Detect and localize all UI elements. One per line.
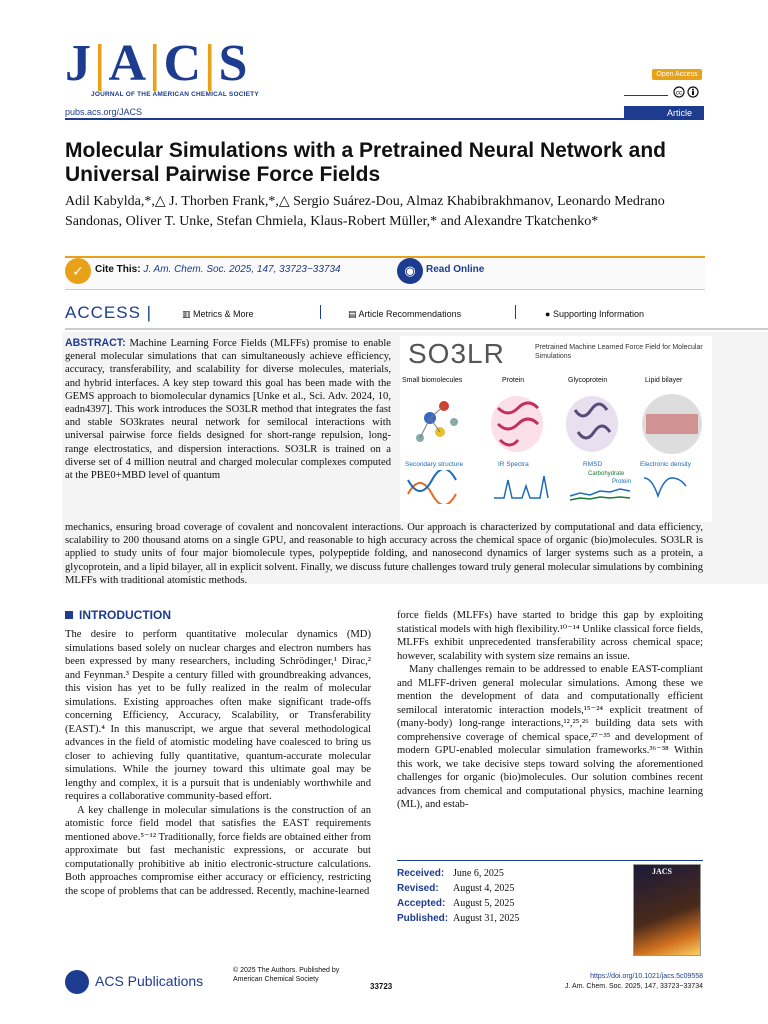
rmsd-legend-carbohydrate: Carbohydrate: [588, 471, 625, 477]
toc-bottom-label: RMSD: [583, 461, 603, 468]
cite-reference[interactable]: J. Am. Chem. Soc. 2025, 147, 33723−33734: [143, 264, 341, 275]
journal-cover-image[interactable]: [633, 864, 701, 956]
doi-link[interactable]: https://doi.org/10.1021/jacs.5c09558: [590, 973, 703, 980]
recommendations-button[interactable]: ▤ Article Recommendations: [348, 309, 462, 319]
article-title: Molecular Simulations with a Pretrained Neural Network and Universal Pairwise Force Fields: [65, 139, 666, 186]
abstract-text: ABSTRACT: Machine Learning Force Fields (MLFFs) promise to enable general molecular simulations that can simultaneously achieve efficiency, accuracy, transferability, and scalability for diverse molecules, materials, and hybrid interfaces. A key step toward this goal has been made with the GEMS approach to biomolecular dynamics [Unke et al., Sci. Adv. 2024, 10, eadn4397]. This work introduces the SO3LR method that integrates the fast and stable SO3krates neural network for semilocal interactions with universal pairwise force fields designed for short-range repulsion, long-range electrostatics, and dispersion interactions. SO3LR is trained on a diverse set of 4 million neutral and charged molecular complexes computed at the PBE0+MBD level of quantum: [65, 337, 391, 482]
metrics-button[interactable]: ▥ Metrics & More: [182, 309, 254, 319]
paragraph: A key challenge in molecular simulations is the construction of an atomistic force field model that satisfies the EAST requirements mentioned above.⁵⁻¹² Traditionally, force fields are obtained either from approximate but fast mechanistic expressions, or accurate but computationally prohibitive ab initio electronic-structure calculations. Both approaches compromise either accuracy or efficiency, restricting the scope of problems that can be addressed. Recently, machine-learned: [65, 804, 371, 897]
toc-bottom-label: IR Spectra: [498, 461, 529, 468]
toc-panel-label: Protein: [502, 377, 525, 384]
small-biomolecule-image: [416, 401, 458, 442]
article-history: Received: June 6, 2025 Revised: August 4, 2025 Accepted: August 5, 2025 Published: August 31, 2025: [397, 868, 520, 924]
paragraph: Many challenges remain to be addressed to enable EAST-compliant and MLFF-driven general molecular simulations. Among these we mention the development of data and computationally efficient semilocal interatomic interaction models,¹⁵⁻²⁴ explicit treatment of (many-body) long-range interactions,¹²,²⁵,²⁶ building data sets with comprehensive coverage of chemical space,²⁷⁻³⁵ and development of modern GPU-enabled molecular simulation frameworks.³⁶⁻³⁸ Within this work, we take decisive steps toward solving the aforementioned challenges for organic (bio)molecules. Our solution combines recent advances from chemical and computational physics, machine learning (ML), and estab-: [397, 664, 703, 810]
toc-plots: [400, 470, 712, 504]
history-divider: [397, 860, 703, 861]
secondary-structure-plot: [408, 470, 456, 504]
so3lr-logo: SO3LR: [408, 338, 505, 369]
access-separator: [320, 305, 321, 319]
globe-icon[interactable]: ◉: [397, 258, 423, 284]
paragraph: The desire to perform quantitative molecular dynamics (MD) simulations based solely on nuclear charges and electron numbers has been expressed by many researchers, including Schrödinger,¹ Dirac,² and Feynman.³ Despite a century filled with groundbreaking advances, this vision has yet to be fully realized in the realm of molecular simulations. Existing approaches often make significant trade-offs concerning Efficiency, Accuracy, Scalability, or Transferability (EAST).⁴ In this manuscript, we argue that several methodological advances in the field of atomistic modeling have coalesced to bring us closer to achieving fully quantitative, quantum-accurate molecular simulations. While the journey toward this ultimate goal may be lengthy and complex, it is a pursuit that is undeniably worthwhile and requires a collaborative community-based effort.: [65, 629, 371, 802]
checkmark-icon: ✓: [65, 258, 91, 284]
footer-citation: J. Am. Chem. Soc. 2025, 147, 33723−33734: [565, 983, 703, 990]
paragraph: force fields (MLFFs) have started to bridge this gap by exploiting statistical models with high flexibility.¹⁰⁻¹⁴ Unlike classical force fields, MLFFs exhibit unprecedented transferability across chemical space; however, scalability with system size remains an issue.: [397, 610, 703, 662]
author-list[interactable]: Adil Kabylda,*,△ J. Thorben Frank,*,△ Sergio Suárez-Dou, Almaz Khabibrakhmanov, Leonardo Medrano Sandonas, Oliver T. Unke, Stefan Chmiela, Klaus-Robert Müller,* and Alexandre Tkatchenko*: [65, 194, 665, 229]
section-heading: INTRODUCTION: [65, 608, 171, 622]
toc-caption: Pretrained Machine Learned Force Field for Molecular Simulations: [535, 344, 703, 360]
open-access-badge: Open Access: [652, 69, 702, 80]
bar-chart-icon: ▥: [182, 309, 191, 319]
journal-url-link[interactable]: pubs.acs.org/JACS: [65, 107, 143, 117]
glycoprotein-image: [566, 396, 618, 452]
ir-spectra-plot: [494, 476, 548, 498]
document-icon: ▤: [348, 309, 357, 319]
access-divider: [65, 328, 768, 330]
si-icon: ●: [545, 309, 551, 319]
header-divider: [65, 118, 704, 120]
column-left: [65, 628, 371, 898]
abstract-text-continued: mechanics, ensuring broad coverage of covalent and noncovalent interactions. Our approach is characterized by computational and data efficiency, scalability to 200 thousand atoms on a single GPU, and reasonable to high accuracy across the chemical space of organic (bio)molecules. SO3LR is applied to study units of four major biomolecule types, polypeptide folding, and nanosecond dynamics of larger systems such as a protein, a glycoprotein, and a lipid bilayer, all in explicit solvent. Finally, we discuss future challenges toward truly general molecular simulations by combining MLFFs with traditional atomistic methods.: [65, 522, 703, 586]
toc-bottom-label: Secondary structure: [405, 461, 464, 468]
cc-license-icon[interactable]: [673, 86, 703, 101]
supporting-info-button[interactable]: ● Supporting Information: [545, 309, 645, 319]
journal-logo: J|A|C|S: [65, 35, 248, 92]
toc-panel-label: Small biomolecules: [402, 377, 463, 384]
page-number: 33723: [370, 982, 393, 991]
square-bullet-icon: [65, 611, 73, 619]
toc-images: [400, 388, 712, 460]
access-separator: [515, 305, 516, 319]
acs-logo-icon: [65, 970, 89, 994]
accepted-date: August 5, 2025: [453, 898, 515, 909]
read-online-link[interactable]: Read Online: [426, 264, 485, 275]
received-date: June 6, 2025: [453, 868, 504, 879]
cite-this[interactable]: [95, 264, 341, 275]
toc-bottom-label: Electronic density: [640, 461, 691, 468]
oa-divider: [624, 95, 668, 96]
journal-name: JOURNAL OF THE AMERICAN CHEMICAL SOCIETY: [91, 91, 259, 98]
published-date: August 31, 2025: [453, 913, 520, 924]
svg-text:cc: cc: [676, 90, 682, 97]
protein-image: [491, 396, 543, 452]
lipid-bilayer-image: [642, 394, 702, 454]
cite-label: Cite This:: [95, 264, 141, 275]
rmsd-legend-protein: Protein: [612, 479, 632, 485]
column-right: [397, 609, 703, 812]
toc-panel-label: Glycoprotein: [568, 377, 608, 384]
cover-title: JACS: [652, 867, 673, 876]
revised-date: August 4, 2025: [453, 883, 515, 894]
access-label: ACCESS |: [65, 303, 153, 322]
toc-panel-label: Lipid bilayer: [645, 377, 683, 384]
rmsd-plot: [570, 489, 630, 500]
article-type-tag: Article: [624, 106, 704, 120]
copyright: © 2025 The Authors. Published by American Chemical Society: [233, 967, 340, 983]
abstract-label: ABSTRACT:: [65, 337, 126, 349]
electronic-density-plot: [644, 478, 686, 496]
acs-publications-logo[interactable]: ACS Publications: [95, 973, 204, 989]
